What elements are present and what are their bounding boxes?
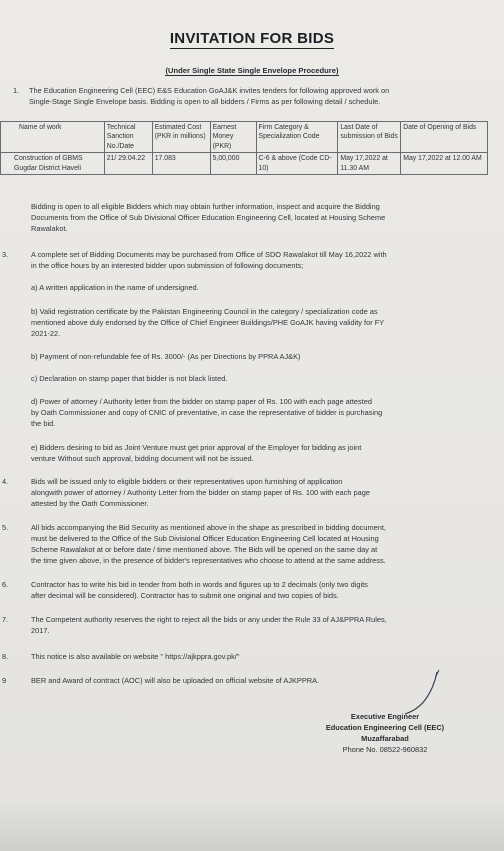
para-4-line-1: Bids will be issued only to eligible bidders or their representatives upon furnishing of application <box>31 477 343 486</box>
table-cell: May 17,2022 at 12.00 AM <box>401 153 488 175</box>
procedure-subtitle: (Under Single State Single Envelope Procedure) <box>165 66 339 75</box>
table-row <box>1 153 488 175</box>
para-5-line-4: the time given above, in the presence of bidder's representatives who choose to attend at the same address. <box>31 556 386 565</box>
signatory-office: Education Engineering Cell (EEC) <box>325 723 445 732</box>
table-cell: 21/ 29.04.22 <box>104 153 152 175</box>
table-cell: May 17,2022 at 11.30 AM <box>338 153 401 175</box>
para-number: 3. <box>2 250 9 259</box>
para-3-item-b-line-2: mentioned above duly endorsed by the Office of Chief Engineer Buildings/PHE GoAJK having validity for FY <box>31 318 385 327</box>
page-shadow <box>0 800 504 851</box>
para-9-line-1: BER and Award of contract (AOC) will also be uploaded on official website of AJKPPRA. <box>31 676 320 685</box>
para-3-item-d-line-1: d) Power of attorney / Authority letter from the bidder on stamp paper of Rs. 100 with each page attested <box>31 397 372 406</box>
para-3-item-a: a) A written application in the name of undersigned. <box>31 283 199 292</box>
table-cell: C-6 & above (Code CD-10) <box>256 153 338 175</box>
table-header-cell: Technical Sanction No./Date <box>104 122 152 153</box>
signature-block <box>300 711 470 755</box>
para-5-line-1: All bids accompanying the Bid Security as mentioned above in the shape as prescribed in bidding document, <box>31 523 386 532</box>
para-number: 4. <box>2 477 9 486</box>
para-4-line-2: alongwith power of attorney / Authority Letter from the bidder on stamp paper of Rs. 100 with each page <box>31 488 370 497</box>
para-number: 6. <box>2 580 9 589</box>
para-3-item-e-line-1: e) Bidders desiring to bid as Joint Venture must get prior approval of the Employer for bidding as joint <box>31 443 362 452</box>
table-header-cell: Date of Opening of Bids <box>401 122 488 153</box>
para-number: 1. <box>13 86 20 95</box>
para-6-line-2: after decimal will be considered). Contractor has to submit one original and two copies of bids. <box>31 591 339 600</box>
signatory-city: Muzaffarabad <box>361 734 409 743</box>
para-7-line-2: 2017. <box>31 626 50 635</box>
para-3-item-c: c) Declaration on stamp paper that bidder is not black listed. <box>31 374 228 383</box>
para-3-line-1: A complete set of Bidding Documents may be purchased from Office of SDO Rawalakot till May 16,2022 with <box>31 250 387 259</box>
para-5-line-2: must be delivered to the Office of the Sub Divisional Officer Education Engineering Cell located at Housing <box>31 534 379 543</box>
table-cell: Construction of GBMS Gugdar District Haveli <box>1 153 105 175</box>
para-2-line-3: Rawalakot. <box>31 224 68 233</box>
para-3-item-b-line-1: b) Valid registration certificate by the Pakistan Engineering Council in the category / specialization code as <box>31 307 378 316</box>
table-header-row <box>1 122 488 153</box>
para-3-item-b-line-3: 2021-22. <box>31 329 61 338</box>
signatory-title: Executive Engineer <box>350 712 420 721</box>
para-3-line-2: in the office hours by an interested bidder upon submission of following documents; <box>31 261 304 270</box>
para-3-item-e-line-2: venture Without such approval, bidding document will not be issued. <box>31 454 254 463</box>
para-number: 7. <box>2 615 9 624</box>
para-2-line-2: Documents from the Office of Sub Divisional Officer Education Engineering Cell, located at Housing Scheme <box>31 213 386 222</box>
table-header-cell: Last Date of submission of Bids <box>338 122 401 153</box>
table-header-cell: Estimated Cost (PKR in millions) <box>152 122 210 153</box>
table-cell: 5,00,000 <box>210 153 256 175</box>
table-header-cell: Firm Category & Specialization Code <box>256 122 338 153</box>
table-cell: 17.083 <box>152 153 210 175</box>
para-number: 8. <box>2 652 9 661</box>
para-1-line-1: The Education Engineering Cell (EEC) E&S Education GoAJ&K invites tenders for following approved work on <box>29 86 390 95</box>
para-number: 5. <box>2 523 9 532</box>
para-1-line-2: Single-Stage Single Envelope basis. Bidding is open to all bidders / Firms as per following detail / schedule. <box>29 97 381 106</box>
table-header-cell: Name of work <box>1 122 105 153</box>
para-8-line-1: This notice is also available on website " https://ajkppra.gov.pk/" <box>31 652 240 661</box>
para-6-line-1: Contractor has to write his bid in tender from both in words and figures up to 2 decimals (only two digits <box>31 580 368 589</box>
signatory-phone: Phone No. 08522-960832 <box>342 745 428 754</box>
page-title: INVITATION FOR BIDS <box>169 30 335 47</box>
para-7-line-1: The Competent authority reserves the right to reject all the bids or any under the Rule 33 of AJ&PPRA Rules, <box>31 615 387 624</box>
para-number: 9 <box>2 676 7 685</box>
para-4-line-3: attested by the Oath Commissioner. <box>31 499 149 508</box>
para-2-line-1: Bidding is open to all eligible Bidders which may obtain further information, inspect and acquire the Bidding <box>31 202 380 211</box>
para-3-item-d-line-3: the bid. <box>31 419 56 428</box>
para-3-item-b-fee: b) Payment of non-refundable fee of Rs. 3000/- (As per Directions by PPRA AJ&K) <box>31 352 301 361</box>
bid-schedule-table <box>0 121 488 175</box>
table-header-cell: Earnest Money (PKR) <box>210 122 256 153</box>
para-5-line-3: Scheme Rawalakot at or before date / time mentioned above. The Bids will be opened on the same day at <box>31 545 378 554</box>
para-3-item-d-line-2: by Oath Commissioner and copy of CNIC of preventative, in case the representative of bidder is purchasing <box>31 408 383 417</box>
